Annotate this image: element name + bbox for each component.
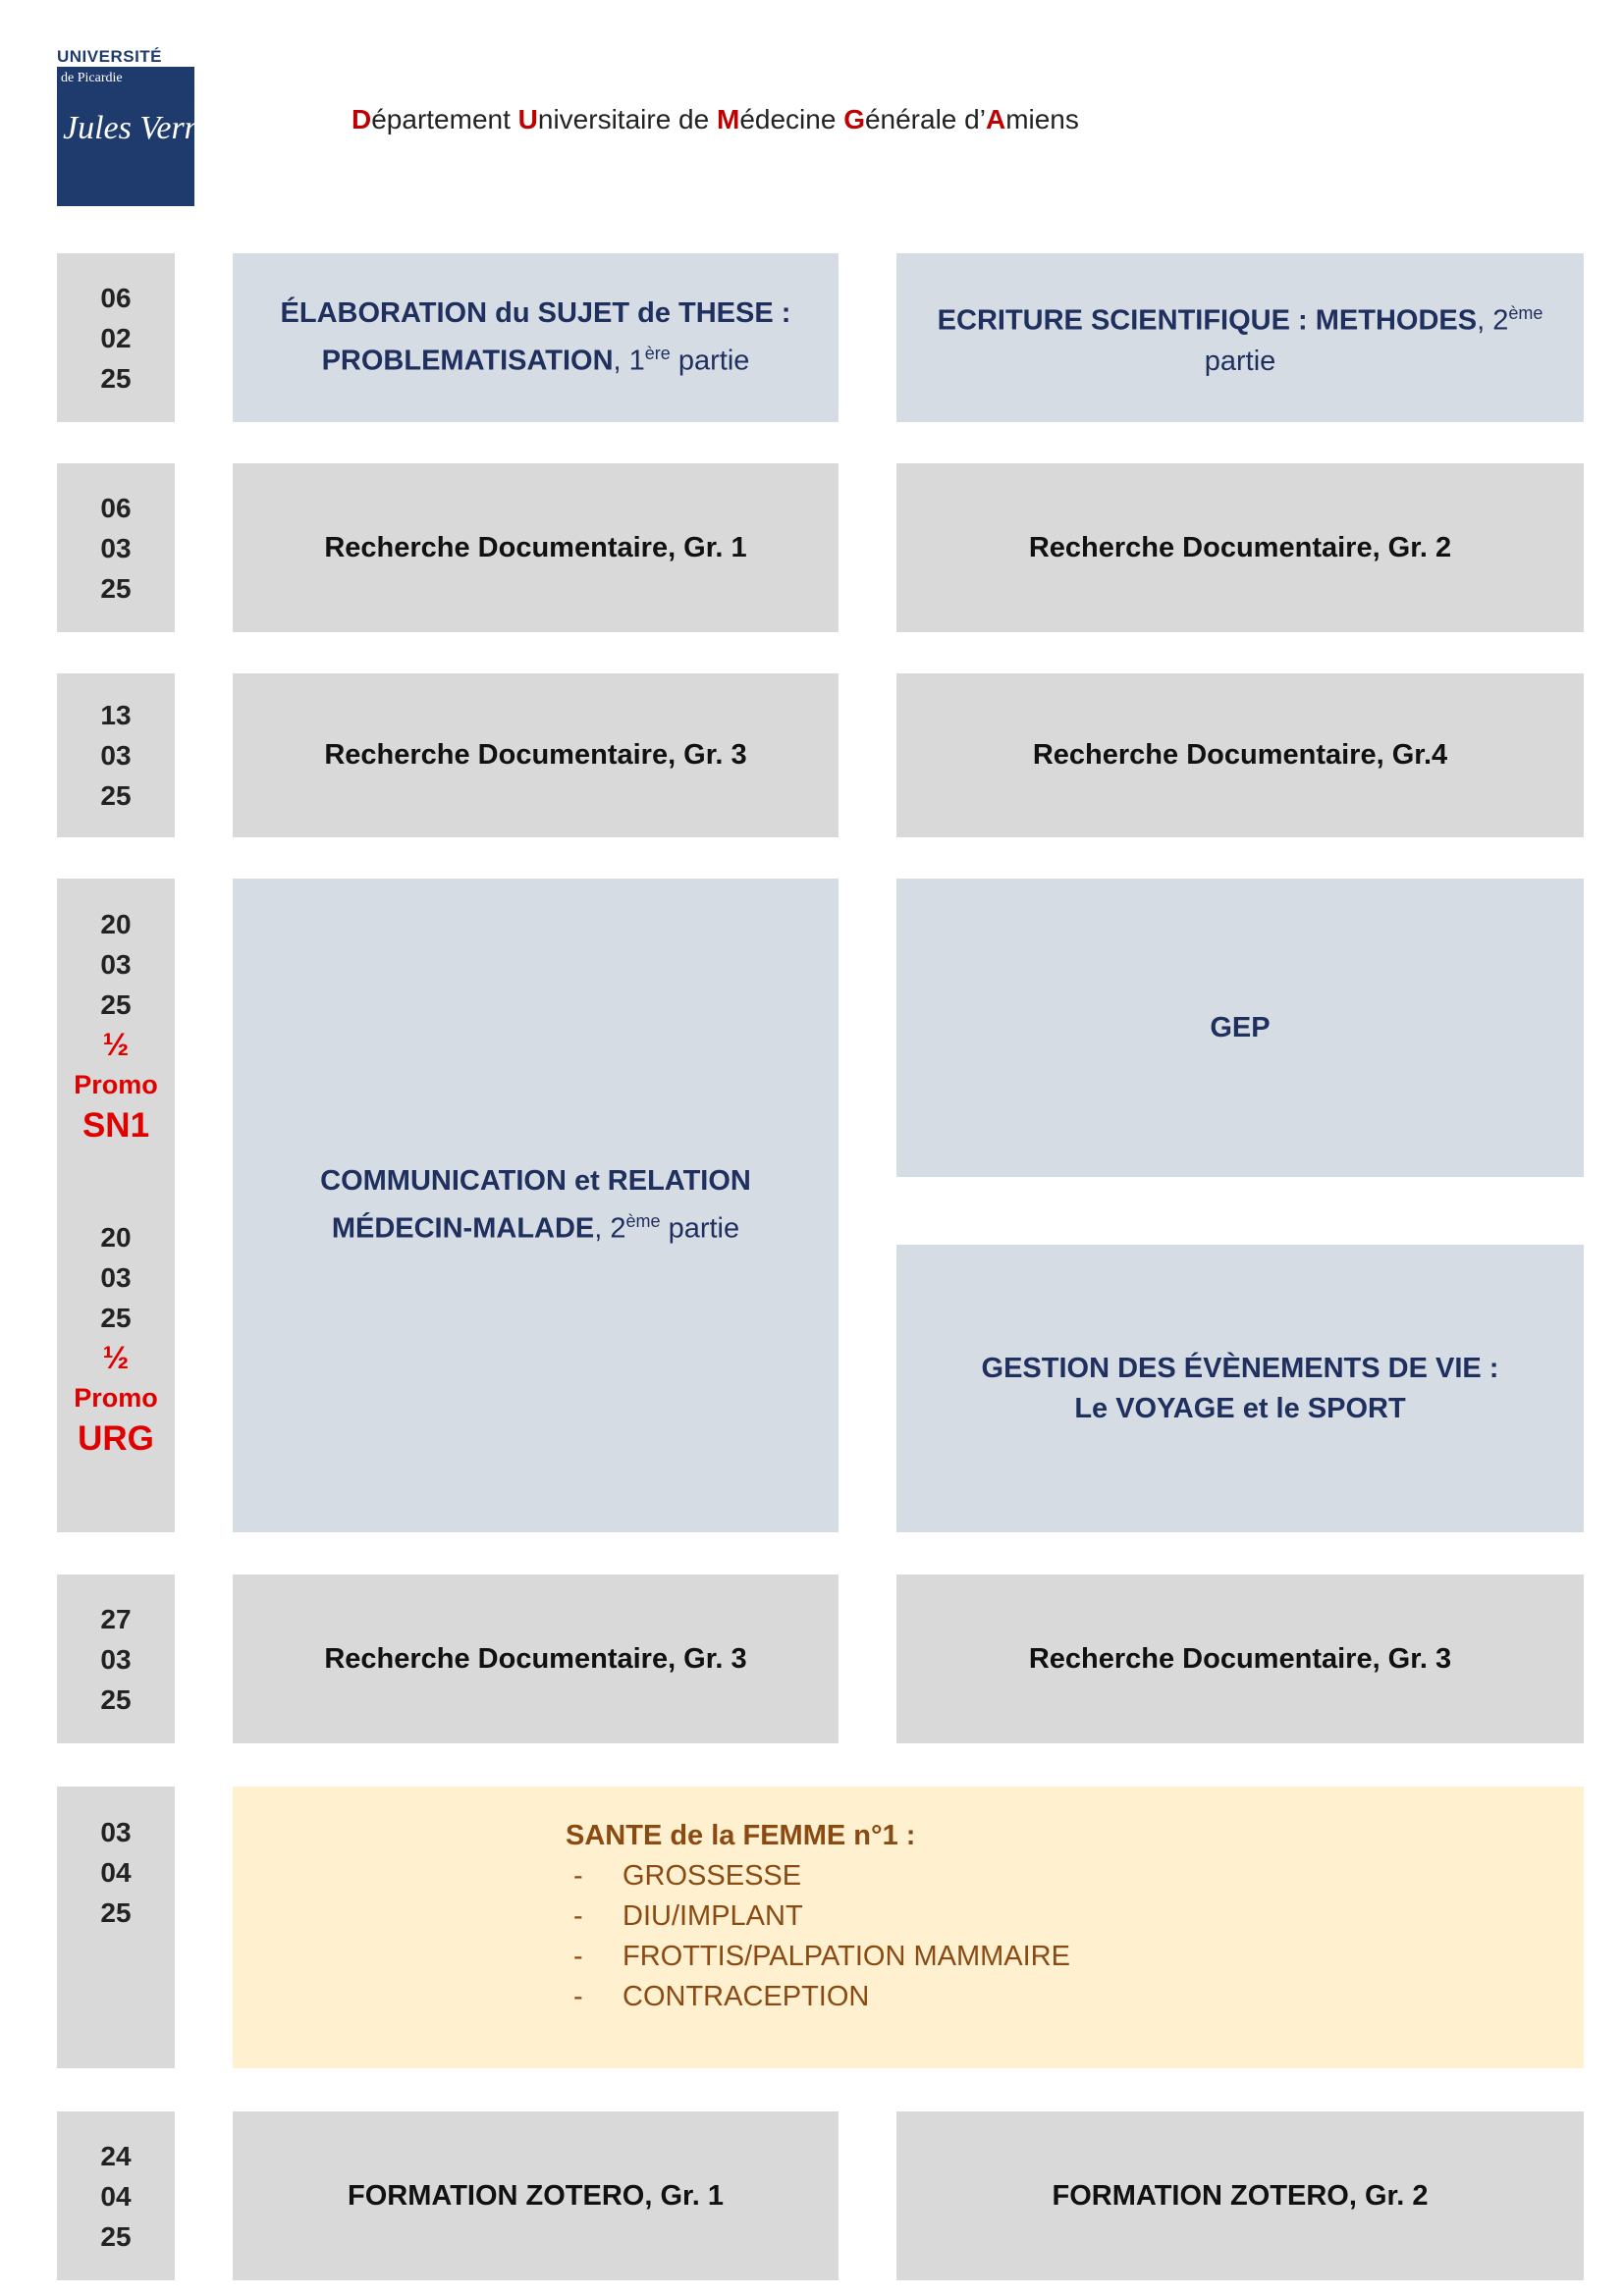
session-cell: ECRITURE SCIENTIFIQUE : METHODES, 2ème partie: [896, 253, 1584, 422]
session-cell: GEP: [896, 879, 1584, 1177]
date-cell: 13 03 25: [57, 673, 175, 837]
list-item: - FROTTIS/PALPATION MAMMAIRE: [573, 1941, 1070, 1972]
session-cell: Recherche Documentaire, Gr. 3: [233, 1575, 839, 1743]
date-cell: 20 03 25 ½ Promo SN1 20 03 25 ½ Promo URG: [57, 879, 175, 1532]
logo-signature: Jules Verne: [63, 110, 216, 146]
session-cell: GESTION DES ÉVÈNEMENTS DE VIE : Le VOYAGE et le SPORT: [896, 1245, 1584, 1532]
group-label: URG: [78, 1419, 154, 1458]
date-cell: 06 02 25: [57, 253, 175, 422]
session-cell: Recherche Documentaire, Gr. 3: [233, 673, 839, 837]
page-title: Département Universitaire de Médecine Générale d’Amiens: [352, 104, 1079, 134]
session-cell: ÉLABORATION du SUJET de THESE : PROBLEMATISATION, 1ère partie: [233, 253, 839, 422]
list-item: - DIU/IMPLANT: [573, 1900, 803, 1932]
session-cell: Recherche Documentaire, Gr. 1: [233, 463, 839, 632]
session-title: SANTE de la FEMME n°1 :: [566, 1820, 916, 1851]
date-cell: 27 03 25: [57, 1575, 175, 1743]
list-item: - CONTRACEPTION: [573, 1981, 870, 2012]
session-cell: Recherche Documentaire, Gr.4: [896, 673, 1584, 837]
session-cell: FORMATION ZOTERO, Gr. 1: [233, 2111, 839, 2280]
logo-wordmark: UNIVERSITÉ: [57, 47, 196, 67]
list-item: - GROSSESSE: [573, 1860, 802, 1892]
date-cell: 06 03 25: [57, 463, 175, 632]
date-cell: 24 04 25: [57, 2111, 175, 2280]
femme-session-content: [566, 1816, 1070, 2017]
session-cell: COMMUNICATION et RELATION MÉDECIN-MALADE, 2ème partie: [233, 879, 839, 1532]
group-label: SN1: [81, 1106, 150, 1145]
session-cell: Recherche Documentaire, Gr. 2: [896, 463, 1584, 632]
date-cell: 03 04 25: [57, 1787, 175, 2068]
logo-subtitle: de Picardie: [61, 71, 123, 85]
session-cell: FORMATION ZOTERO, Gr. 2: [896, 2111, 1584, 2280]
session-cell: Recherche Documentaire, Gr. 3: [896, 1575, 1584, 1743]
